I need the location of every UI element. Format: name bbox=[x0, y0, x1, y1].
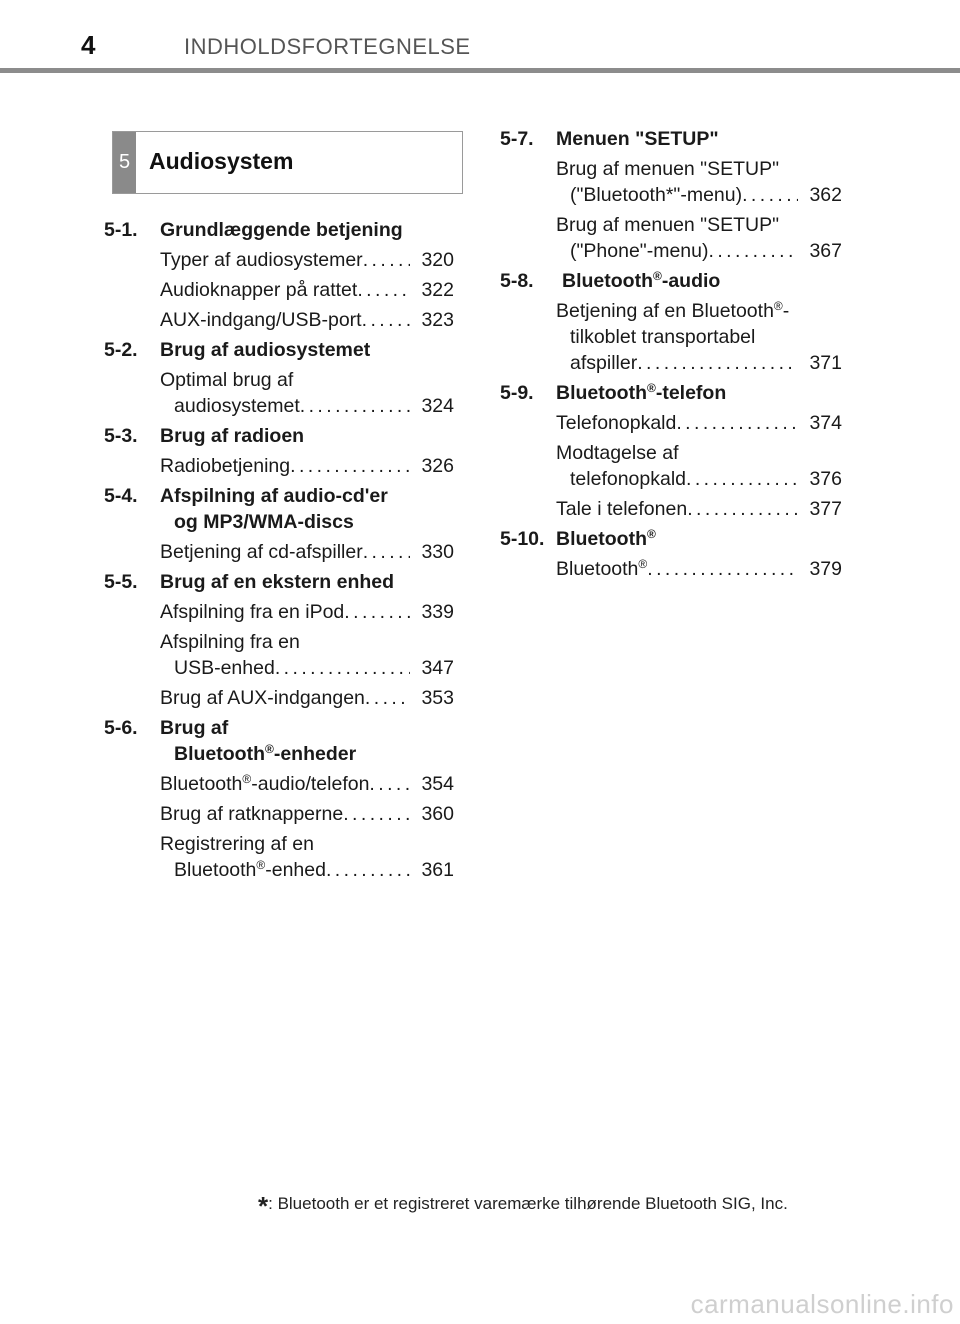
toc-section-5-4 bbox=[104, 483, 454, 565]
entry-label: Bluetooth bbox=[160, 773, 243, 795]
entry-page: 324 bbox=[421, 395, 454, 417]
entry-label: Typer af audiosystemer bbox=[160, 249, 363, 271]
footnote-text: : Bluetooth er et registreret varemærke tilhørende Bluetooth SIG, Inc. bbox=[268, 1194, 788, 1213]
section-title-cont: Bluetooth bbox=[174, 743, 265, 765]
entry-label: - bbox=[782, 300, 790, 322]
entry-label: -audio/telefon bbox=[251, 773, 370, 795]
toc-entry[interactable] bbox=[160, 307, 454, 333]
section-number: 5-2. bbox=[104, 339, 138, 361]
entry-page: 339 bbox=[421, 601, 454, 623]
registered-mark: ® bbox=[646, 381, 656, 395]
entry-label: Brug af ratknapperne bbox=[160, 803, 344, 825]
entry-label: Audioknapper på rattet bbox=[160, 279, 358, 301]
entry-page: 362 bbox=[809, 184, 842, 206]
entry-page: 361 bbox=[421, 859, 454, 881]
entry-label: Brug af menuen "SETUP" bbox=[556, 214, 780, 236]
entry-page: 376 bbox=[809, 468, 842, 490]
section-number: 5-7. bbox=[500, 128, 534, 150]
entry-page: 330 bbox=[421, 541, 454, 563]
entry-label: Telefonopkald bbox=[556, 412, 677, 434]
toc-entry[interactable] bbox=[556, 298, 842, 376]
entry-page: 374 bbox=[809, 412, 842, 434]
entry-label-cont: -enhed bbox=[265, 859, 326, 881]
entry-label: Modtagelse af bbox=[556, 442, 679, 464]
section-number: 5-5. bbox=[104, 571, 138, 593]
entry-label-cont: USB-enhed bbox=[174, 657, 275, 679]
toc-section-5-2 bbox=[104, 337, 454, 419]
entry-page: 323 bbox=[421, 309, 454, 331]
toc-left-column bbox=[104, 217, 454, 887]
entry-page: 354 bbox=[421, 773, 454, 795]
section-title: Brug af radioen bbox=[160, 425, 305, 447]
entry-label: Betjening af cd-afspiller bbox=[160, 541, 363, 563]
toc-section-5-9 bbox=[500, 380, 842, 522]
section-number: 5-1. bbox=[104, 219, 138, 241]
registered-mark: ® bbox=[242, 772, 252, 786]
entry-label: AUX-indgang/USB-port bbox=[160, 309, 362, 331]
toc-section-5-8 bbox=[500, 268, 842, 376]
toc-entry[interactable] bbox=[556, 410, 842, 436]
section-title: Brug af en ekstern enhed bbox=[160, 571, 395, 593]
toc-section-5-5 bbox=[104, 569, 454, 711]
entry-label-cont: audiosystemet bbox=[174, 395, 300, 417]
toc-section-5-10 bbox=[500, 526, 842, 582]
entry-page: 367 bbox=[809, 240, 842, 262]
section-number: 5-3. bbox=[104, 425, 138, 447]
toc-entry[interactable] bbox=[160, 247, 454, 273]
entry-label-cont: telefonopkald bbox=[570, 468, 687, 490]
section-title: Brug af audiosystemet bbox=[160, 339, 371, 361]
entry-label: Brug af AUX-indgangen bbox=[160, 687, 365, 709]
section-number: 5-9. bbox=[500, 382, 534, 404]
toc-entry[interactable] bbox=[160, 685, 454, 711]
toc-entry[interactable] bbox=[556, 556, 842, 582]
header-rule bbox=[0, 68, 960, 73]
toc-entry[interactable] bbox=[160, 771, 454, 797]
registered-mark: ® bbox=[652, 269, 662, 283]
toc-section-5-3 bbox=[104, 423, 454, 479]
toc-entry[interactable] bbox=[160, 277, 454, 303]
entry-label: Afspilning fra en bbox=[160, 631, 300, 653]
toc-right-column bbox=[500, 126, 842, 586]
chapter-box bbox=[112, 131, 463, 194]
toc-entry[interactable] bbox=[160, 539, 454, 565]
chapter-title: Audiosystem bbox=[149, 148, 294, 174]
registered-mark: ® bbox=[646, 527, 656, 541]
toc-section-5-7 bbox=[500, 126, 842, 264]
entry-page: 371 bbox=[809, 352, 842, 374]
toc-entry[interactable] bbox=[556, 212, 842, 264]
toc-entry[interactable] bbox=[556, 156, 842, 208]
registered-mark: ® bbox=[638, 557, 648, 571]
entry-label-cont: ("Bluetooth*"-menu) bbox=[570, 184, 743, 206]
toc-entry[interactable] bbox=[160, 599, 454, 625]
registered-mark: ® bbox=[264, 742, 274, 756]
toc-entry[interactable] bbox=[556, 440, 842, 492]
toc-section-5-1 bbox=[104, 217, 454, 333]
entry-label-cont: Bluetooth bbox=[174, 859, 257, 881]
toc-section-5-6 bbox=[104, 715, 454, 883]
entry-page: 326 bbox=[421, 455, 454, 477]
entry-label: Registrering af en bbox=[160, 833, 314, 855]
page-header-title: INDHOLDSFORTEGNELSE bbox=[184, 34, 471, 59]
entry-label: Radiobetjening bbox=[160, 455, 291, 477]
section-title: -audio bbox=[661, 270, 721, 292]
registered-mark: ® bbox=[773, 299, 783, 313]
section-title-cont: -enheder bbox=[273, 743, 357, 765]
entry-page: 320 bbox=[421, 249, 454, 271]
entry-label: Afspilning fra en iPod bbox=[160, 601, 345, 623]
entry-label: Bluetooth bbox=[556, 558, 639, 580]
section-number: 5-10. bbox=[500, 528, 545, 550]
entry-label-cont: tilkoblet transportabel bbox=[570, 326, 756, 348]
section-title: Bluetooth bbox=[556, 382, 647, 404]
watermark: carmanualsonline.info bbox=[690, 1289, 954, 1319]
registered-mark: ® bbox=[256, 858, 266, 872]
page-number: 4 bbox=[81, 30, 96, 60]
entry-page: 379 bbox=[809, 558, 842, 580]
entry-label: Optimal brug af bbox=[160, 369, 294, 391]
section-title: Afspilning af audio-cd'er bbox=[160, 485, 388, 507]
section-title: Bluetooth bbox=[556, 528, 647, 550]
section-number: 5-4. bbox=[104, 485, 138, 507]
toc-entry[interactable] bbox=[160, 629, 454, 681]
entry-label: Tale i telefonen bbox=[556, 498, 688, 520]
entry-page: 322 bbox=[421, 279, 454, 301]
section-title: -telefon bbox=[655, 382, 727, 404]
entry-page: 347 bbox=[421, 657, 454, 679]
section-title: Brug af bbox=[160, 717, 229, 739]
entry-page: 353 bbox=[421, 687, 454, 709]
chapter-tab: 5 bbox=[113, 132, 136, 193]
section-title: Menuen "SETUP" bbox=[556, 128, 719, 150]
section-number: 5-8. bbox=[500, 270, 534, 292]
toc-entry[interactable] bbox=[160, 453, 454, 479]
footnote bbox=[258, 1191, 788, 1222]
entry-label-cont: afspiller bbox=[570, 352, 638, 374]
entry-label: Brug af menuen "SETUP" bbox=[556, 158, 780, 180]
toc-entry[interactable] bbox=[160, 831, 454, 883]
entry-label: Betjening af en Bluetooth bbox=[556, 300, 774, 322]
entry-label-cont: ("Phone"-menu) bbox=[570, 240, 709, 262]
section-title: Bluetooth bbox=[562, 270, 653, 292]
toc-entry[interactable] bbox=[556, 496, 842, 522]
section-title-cont: og MP3/WMA-discs bbox=[174, 511, 354, 533]
toc-entry[interactable] bbox=[160, 367, 454, 419]
section-number: 5-6. bbox=[104, 717, 138, 739]
section-title: Grundlæggende betjening bbox=[160, 219, 403, 241]
footnote-star: * bbox=[258, 1191, 269, 1221]
entry-page: 377 bbox=[809, 498, 842, 520]
toc-entry[interactable] bbox=[160, 801, 454, 827]
entry-page: 360 bbox=[421, 803, 454, 825]
